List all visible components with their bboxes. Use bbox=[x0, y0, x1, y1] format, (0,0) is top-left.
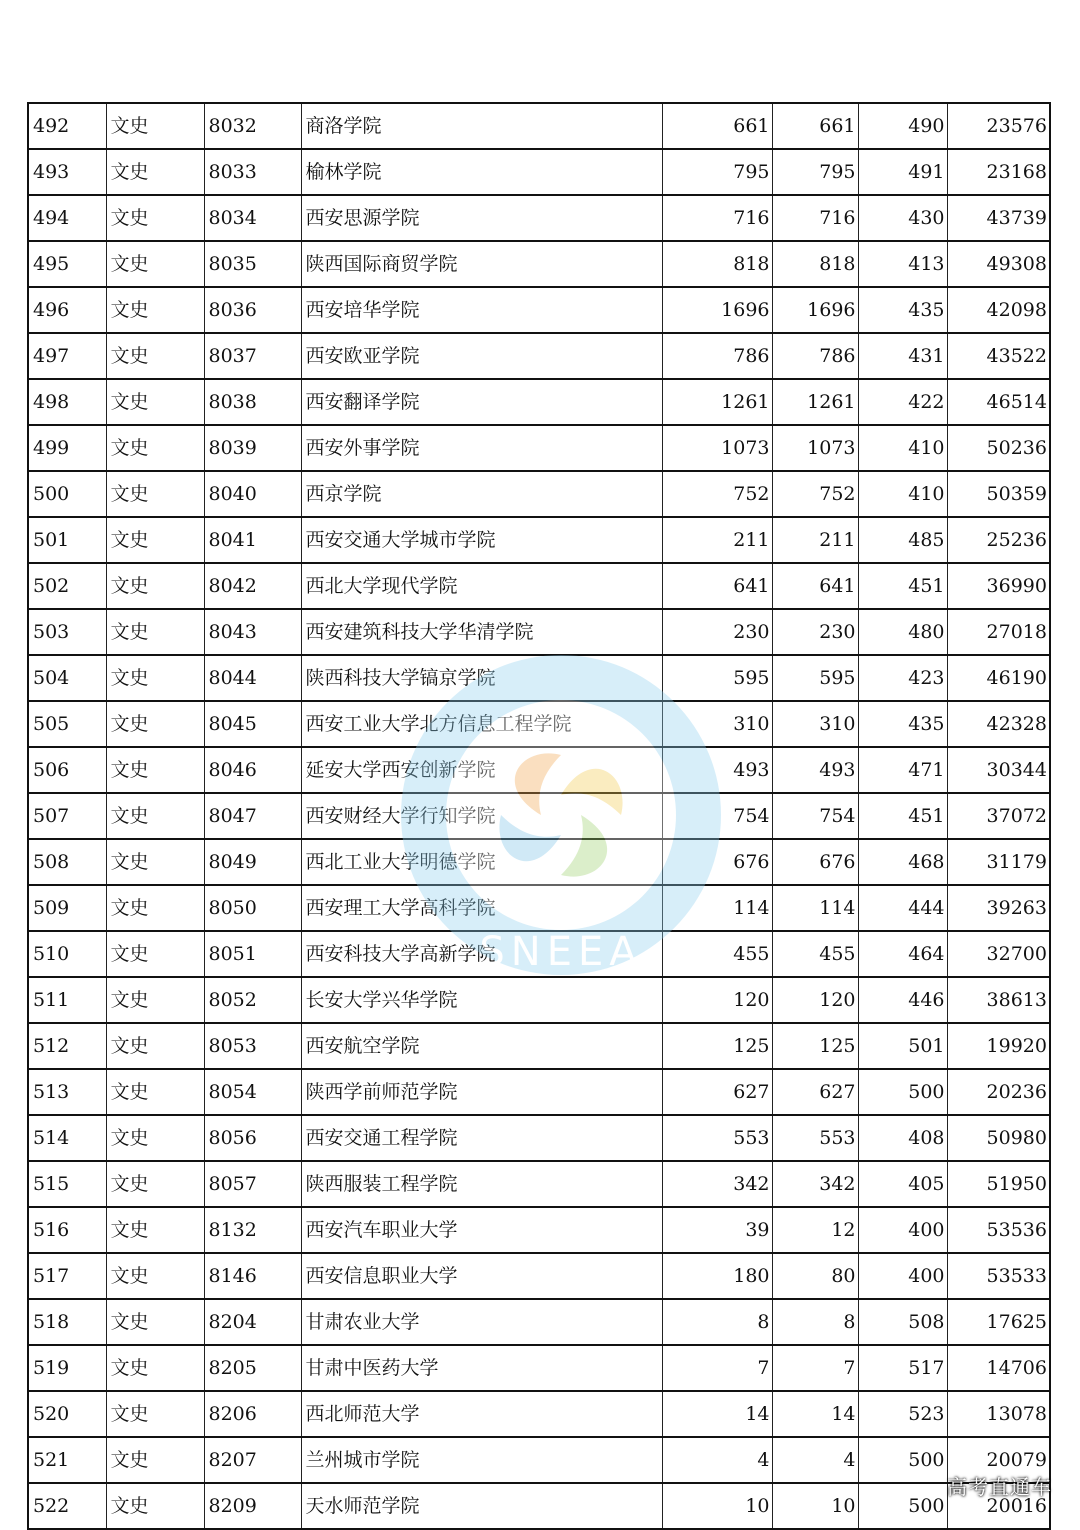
watermark-label: SNEEA bbox=[479, 929, 643, 975]
cell-plan: 310 bbox=[662, 701, 772, 747]
cell-plan: 14 bbox=[662, 1391, 772, 1437]
cell-category: 文史 bbox=[106, 1299, 204, 1345]
cell-min-score: 490 bbox=[858, 103, 947, 149]
cell-category: 文史 bbox=[106, 287, 204, 333]
cell-enrolled: 455 bbox=[772, 931, 858, 977]
cell-code: 8049 bbox=[204, 839, 301, 885]
cell-min-rank: 13078 bbox=[947, 1391, 1050, 1437]
cell-code: 8044 bbox=[204, 655, 301, 701]
cell-enrolled: 1261 bbox=[772, 379, 858, 425]
cell-index: 513 bbox=[28, 1069, 106, 1115]
cell-enrolled: 795 bbox=[772, 149, 858, 195]
cell-plan: 676 bbox=[662, 839, 772, 885]
cell-min-score: 408 bbox=[858, 1115, 947, 1161]
table-row bbox=[28, 1115, 1050, 1161]
cell-enrolled: 641 bbox=[772, 563, 858, 609]
cell-min-score: 517 bbox=[858, 1345, 947, 1391]
table-row bbox=[28, 1161, 1050, 1207]
cell-institution: 陕西国际商贸学院 bbox=[301, 241, 662, 287]
cell-code: 8057 bbox=[204, 1161, 301, 1207]
cell-min-rank: 30344 bbox=[947, 747, 1050, 793]
cell-institution: 西北大学现代学院 bbox=[301, 563, 662, 609]
cell-institution: 长安大学兴华学院 bbox=[301, 977, 662, 1023]
table-row bbox=[28, 1207, 1050, 1253]
cell-enrolled: 342 bbox=[772, 1161, 858, 1207]
cell-category: 文史 bbox=[106, 333, 204, 379]
cell-enrolled: 1696 bbox=[772, 287, 858, 333]
cell-min-rank: 20016 bbox=[947, 1483, 1050, 1529]
cell-index: 500 bbox=[28, 471, 106, 517]
cell-institution: 西安外事学院 bbox=[301, 425, 662, 471]
cell-category: 文史 bbox=[106, 379, 204, 425]
cell-min-rank: 36990 bbox=[947, 563, 1050, 609]
cell-plan: 795 bbox=[662, 149, 772, 195]
cell-min-rank: 14706 bbox=[947, 1345, 1050, 1391]
table-row bbox=[28, 149, 1050, 195]
cell-min-score: 500 bbox=[858, 1437, 947, 1483]
cell-min-rank: 46190 bbox=[947, 655, 1050, 701]
cell-min-rank: 51950 bbox=[947, 1161, 1050, 1207]
cell-institution: 甘肃农业大学 bbox=[301, 1299, 662, 1345]
cell-plan: 8 bbox=[662, 1299, 772, 1345]
cell-enrolled: 553 bbox=[772, 1115, 858, 1161]
table-row bbox=[28, 839, 1050, 885]
cell-enrolled: 12 bbox=[772, 1207, 858, 1253]
cell-category: 文史 bbox=[106, 885, 204, 931]
cell-code: 8040 bbox=[204, 471, 301, 517]
cell-min-rank: 53536 bbox=[947, 1207, 1050, 1253]
cell-code: 8042 bbox=[204, 563, 301, 609]
cell-min-score: 430 bbox=[858, 195, 947, 241]
table-row bbox=[28, 103, 1050, 149]
cell-code: 8039 bbox=[204, 425, 301, 471]
cell-category: 文史 bbox=[106, 517, 204, 563]
cell-index: 505 bbox=[28, 701, 106, 747]
cell-plan: 818 bbox=[662, 241, 772, 287]
cell-min-rank: 53533 bbox=[947, 1253, 1050, 1299]
cell-code: 8045 bbox=[204, 701, 301, 747]
cell-code: 8050 bbox=[204, 885, 301, 931]
cell-min-score: 423 bbox=[858, 655, 947, 701]
corner-watermark-text: 高考直通车 bbox=[947, 1475, 1052, 1499]
cell-plan: 120 bbox=[662, 977, 772, 1023]
cell-institution: 陕西学前师范学院 bbox=[301, 1069, 662, 1115]
cell-plan: 4 bbox=[662, 1437, 772, 1483]
cell-min-score: 471 bbox=[858, 747, 947, 793]
cell-category: 文史 bbox=[106, 149, 204, 195]
table-row bbox=[28, 517, 1050, 563]
cell-index: 502 bbox=[28, 563, 106, 609]
cell-category: 文史 bbox=[106, 793, 204, 839]
cell-index: 514 bbox=[28, 1115, 106, 1161]
cell-institution: 西北师范大学 bbox=[301, 1391, 662, 1437]
cell-code: 8053 bbox=[204, 1023, 301, 1069]
cell-min-rank: 37072 bbox=[947, 793, 1050, 839]
cell-min-score: 500 bbox=[858, 1483, 947, 1529]
cell-index: 496 bbox=[28, 287, 106, 333]
cell-enrolled: 661 bbox=[772, 103, 858, 149]
cell-min-rank: 17625 bbox=[947, 1299, 1050, 1345]
cell-institution: 西京学院 bbox=[301, 471, 662, 517]
cell-institution: 兰州城市学院 bbox=[301, 1437, 662, 1483]
cell-min-rank: 27018 bbox=[947, 609, 1050, 655]
cell-min-rank: 50236 bbox=[947, 425, 1050, 471]
cell-plan: 7 bbox=[662, 1345, 772, 1391]
cell-index: 495 bbox=[28, 241, 106, 287]
cell-index: 501 bbox=[28, 517, 106, 563]
cell-code: 8209 bbox=[204, 1483, 301, 1529]
cell-min-rank: 20236 bbox=[947, 1069, 1050, 1115]
cell-category: 文史 bbox=[106, 103, 204, 149]
cell-category: 文史 bbox=[106, 425, 204, 471]
cell-min-rank: 49308 bbox=[947, 241, 1050, 287]
cell-enrolled: 10 bbox=[772, 1483, 858, 1529]
cell-index: 504 bbox=[28, 655, 106, 701]
cell-institution: 天水师范学院 bbox=[301, 1483, 662, 1529]
cell-plan: 114 bbox=[662, 885, 772, 931]
cell-category: 文史 bbox=[106, 747, 204, 793]
cell-category: 文史 bbox=[106, 1023, 204, 1069]
table-row bbox=[28, 931, 1050, 977]
cell-index: 507 bbox=[28, 793, 106, 839]
table-row bbox=[28, 977, 1050, 1023]
cell-min-score: 501 bbox=[858, 1023, 947, 1069]
cell-min-score: 523 bbox=[858, 1391, 947, 1437]
cell-enrolled: 676 bbox=[772, 839, 858, 885]
table-row bbox=[28, 195, 1050, 241]
cell-code: 8054 bbox=[204, 1069, 301, 1115]
table-row bbox=[28, 471, 1050, 517]
cell-institution: 西安信息职业大学 bbox=[301, 1253, 662, 1299]
table-row bbox=[28, 379, 1050, 425]
cell-plan: 180 bbox=[662, 1253, 772, 1299]
cell-code: 8032 bbox=[204, 103, 301, 149]
cell-institution: 西安交通大学城市学院 bbox=[301, 517, 662, 563]
cell-min-rank: 39263 bbox=[947, 885, 1050, 931]
cell-category: 文史 bbox=[106, 241, 204, 287]
cell-code: 8041 bbox=[204, 517, 301, 563]
cell-plan: 1261 bbox=[662, 379, 772, 425]
cell-plan: 125 bbox=[662, 1023, 772, 1069]
cell-enrolled: 627 bbox=[772, 1069, 858, 1115]
table-row bbox=[28, 655, 1050, 701]
table-row bbox=[28, 1391, 1050, 1437]
cell-enrolled: 310 bbox=[772, 701, 858, 747]
cell-min-score: 435 bbox=[858, 287, 947, 333]
cell-index: 515 bbox=[28, 1161, 106, 1207]
cell-category: 文史 bbox=[106, 839, 204, 885]
cell-enrolled: 125 bbox=[772, 1023, 858, 1069]
cell-min-score: 400 bbox=[858, 1253, 947, 1299]
cell-min-score: 446 bbox=[858, 977, 947, 1023]
cell-institution: 西安理工大学高科学院 bbox=[301, 885, 662, 931]
cell-enrolled: 120 bbox=[772, 977, 858, 1023]
cell-min-score: 451 bbox=[858, 793, 947, 839]
cell-institution: 西北工业大学明德学院 bbox=[301, 839, 662, 885]
cell-enrolled: 716 bbox=[772, 195, 858, 241]
table-row bbox=[28, 1253, 1050, 1299]
cell-min-rank: 23168 bbox=[947, 149, 1050, 195]
cell-code: 8034 bbox=[204, 195, 301, 241]
cell-plan: 754 bbox=[662, 793, 772, 839]
cell-min-rank: 50980 bbox=[947, 1115, 1050, 1161]
cell-index: 503 bbox=[28, 609, 106, 655]
cell-category: 文史 bbox=[106, 609, 204, 655]
cell-enrolled: 818 bbox=[772, 241, 858, 287]
cell-code: 8036 bbox=[204, 287, 301, 333]
cell-min-rank: 50359 bbox=[947, 471, 1050, 517]
cell-index: 516 bbox=[28, 1207, 106, 1253]
table-row bbox=[28, 1069, 1050, 1115]
cell-category: 文史 bbox=[106, 701, 204, 747]
table-row bbox=[28, 885, 1050, 931]
cell-enrolled: 8 bbox=[772, 1299, 858, 1345]
table-row bbox=[28, 793, 1050, 839]
cell-min-score: 468 bbox=[858, 839, 947, 885]
cell-enrolled: 754 bbox=[772, 793, 858, 839]
cell-min-score: 422 bbox=[858, 379, 947, 425]
table-row bbox=[28, 287, 1050, 333]
cell-min-rank: 32700 bbox=[947, 931, 1050, 977]
cell-institution: 西安欧亚学院 bbox=[301, 333, 662, 379]
cell-min-score: 410 bbox=[858, 425, 947, 471]
table-row bbox=[28, 333, 1050, 379]
cell-code: 8035 bbox=[204, 241, 301, 287]
cell-code: 8204 bbox=[204, 1299, 301, 1345]
cell-index: 508 bbox=[28, 839, 106, 885]
cell-min-score: 431 bbox=[858, 333, 947, 379]
cell-min-rank: 20079 bbox=[947, 1437, 1050, 1483]
cell-plan: 595 bbox=[662, 655, 772, 701]
table-row bbox=[28, 609, 1050, 655]
cell-category: 文史 bbox=[106, 977, 204, 1023]
cell-plan: 10 bbox=[662, 1483, 772, 1529]
cell-plan: 627 bbox=[662, 1069, 772, 1115]
cell-plan: 786 bbox=[662, 333, 772, 379]
cell-min-score: 464 bbox=[858, 931, 947, 977]
cell-institution: 陕西科技大学镐京学院 bbox=[301, 655, 662, 701]
cell-institution: 陕西服装工程学院 bbox=[301, 1161, 662, 1207]
cell-plan: 1073 bbox=[662, 425, 772, 471]
cell-plan: 661 bbox=[662, 103, 772, 149]
cell-min-rank: 43522 bbox=[947, 333, 1050, 379]
cell-min-score: 491 bbox=[858, 149, 947, 195]
cell-code: 8046 bbox=[204, 747, 301, 793]
cell-index: 494 bbox=[28, 195, 106, 241]
cell-index: 521 bbox=[28, 1437, 106, 1483]
cell-enrolled: 493 bbox=[772, 747, 858, 793]
cell-index: 519 bbox=[28, 1345, 106, 1391]
cell-plan: 752 bbox=[662, 471, 772, 517]
table-row bbox=[28, 241, 1050, 287]
cell-index: 520 bbox=[28, 1391, 106, 1437]
table-row bbox=[28, 701, 1050, 747]
cell-enrolled: 211 bbox=[772, 517, 858, 563]
cell-index: 510 bbox=[28, 931, 106, 977]
cell-index: 518 bbox=[28, 1299, 106, 1345]
cell-institution: 西安航空学院 bbox=[301, 1023, 662, 1069]
cell-min-score: 400 bbox=[858, 1207, 947, 1253]
cell-institution: 西安培华学院 bbox=[301, 287, 662, 333]
cell-min-rank: 25236 bbox=[947, 517, 1050, 563]
cell-institution: 西安建筑科技大学华清学院 bbox=[301, 609, 662, 655]
cell-enrolled: 1073 bbox=[772, 425, 858, 471]
cell-min-score: 508 bbox=[858, 1299, 947, 1345]
cell-index: 499 bbox=[28, 425, 106, 471]
cell-category: 文史 bbox=[106, 471, 204, 517]
cell-enrolled: 14 bbox=[772, 1391, 858, 1437]
table-row bbox=[28, 1483, 1050, 1529]
cell-institution: 西安科技大学高新学院 bbox=[301, 931, 662, 977]
cell-enrolled: 752 bbox=[772, 471, 858, 517]
cell-enrolled: 230 bbox=[772, 609, 858, 655]
cell-plan: 455 bbox=[662, 931, 772, 977]
cell-institution: 西安财经大学行知学院 bbox=[301, 793, 662, 839]
cell-category: 文史 bbox=[106, 1161, 204, 1207]
cell-institution: 商洛学院 bbox=[301, 103, 662, 149]
table-row bbox=[28, 425, 1050, 471]
cell-min-rank: 43739 bbox=[947, 195, 1050, 241]
cell-code: 8038 bbox=[204, 379, 301, 425]
cell-category: 文史 bbox=[106, 563, 204, 609]
cell-code: 8056 bbox=[204, 1115, 301, 1161]
cell-category: 文史 bbox=[106, 195, 204, 241]
cell-min-score: 485 bbox=[858, 517, 947, 563]
cell-institution: 西安交通工程学院 bbox=[301, 1115, 662, 1161]
cell-min-score: 410 bbox=[858, 471, 947, 517]
cell-min-score: 500 bbox=[858, 1069, 947, 1115]
cell-enrolled: 7 bbox=[772, 1345, 858, 1391]
cell-category: 文史 bbox=[106, 1253, 204, 1299]
cell-enrolled: 786 bbox=[772, 333, 858, 379]
cell-category: 文史 bbox=[106, 1207, 204, 1253]
table-row bbox=[28, 563, 1050, 609]
cell-code: 8205 bbox=[204, 1345, 301, 1391]
cell-min-rank: 31179 bbox=[947, 839, 1050, 885]
table-row bbox=[28, 1345, 1050, 1391]
table-row bbox=[28, 1299, 1050, 1345]
cell-plan: 553 bbox=[662, 1115, 772, 1161]
cell-min-score: 435 bbox=[858, 701, 947, 747]
cell-min-score: 405 bbox=[858, 1161, 947, 1207]
cell-institution: 甘肃中医药大学 bbox=[301, 1345, 662, 1391]
cell-index: 522 bbox=[28, 1483, 106, 1529]
table-row bbox=[28, 1437, 1050, 1483]
cell-min-score: 480 bbox=[858, 609, 947, 655]
cell-institution: 延安大学西安创新学院 bbox=[301, 747, 662, 793]
admission-table bbox=[27, 102, 1051, 1530]
cell-index: 517 bbox=[28, 1253, 106, 1299]
cell-plan: 230 bbox=[662, 609, 772, 655]
cell-institution: 西安翻译学院 bbox=[301, 379, 662, 425]
cell-category: 文史 bbox=[106, 1069, 204, 1115]
cell-index: 512 bbox=[28, 1023, 106, 1069]
cell-index: 498 bbox=[28, 379, 106, 425]
cell-plan: 211 bbox=[662, 517, 772, 563]
cell-category: 文史 bbox=[106, 1437, 204, 1483]
cell-category: 文史 bbox=[106, 931, 204, 977]
cell-plan: 1696 bbox=[662, 287, 772, 333]
cell-plan: 493 bbox=[662, 747, 772, 793]
cell-index: 497 bbox=[28, 333, 106, 379]
cell-min-rank: 42098 bbox=[947, 287, 1050, 333]
cell-enrolled: 80 bbox=[772, 1253, 858, 1299]
cell-code: 8146 bbox=[204, 1253, 301, 1299]
cell-enrolled: 595 bbox=[772, 655, 858, 701]
cell-plan: 641 bbox=[662, 563, 772, 609]
cell-min-rank: 46514 bbox=[947, 379, 1050, 425]
cell-min-score: 444 bbox=[858, 885, 947, 931]
cell-index: 492 bbox=[28, 103, 106, 149]
cell-enrolled: 114 bbox=[772, 885, 858, 931]
cell-min-rank: 38613 bbox=[947, 977, 1050, 1023]
cell-min-score: 413 bbox=[858, 241, 947, 287]
cell-institution: 西安工业大学北方信息工程学院 bbox=[301, 701, 662, 747]
cell-category: 文史 bbox=[106, 655, 204, 701]
cell-category: 文史 bbox=[106, 1115, 204, 1161]
cell-enrolled: 4 bbox=[772, 1437, 858, 1483]
cell-plan: 342 bbox=[662, 1161, 772, 1207]
cell-plan: 716 bbox=[662, 195, 772, 241]
table-row bbox=[28, 1023, 1050, 1069]
cell-code: 8207 bbox=[204, 1437, 301, 1483]
table-row bbox=[28, 747, 1050, 793]
cell-code: 8206 bbox=[204, 1391, 301, 1437]
cell-code: 8043 bbox=[204, 609, 301, 655]
cell-category: 文史 bbox=[106, 1483, 204, 1529]
cell-institution: 榆林学院 bbox=[301, 149, 662, 195]
cell-plan: 39 bbox=[662, 1207, 772, 1253]
cell-code: 8033 bbox=[204, 149, 301, 195]
cell-min-rank: 23576 bbox=[947, 103, 1050, 149]
cell-index: 511 bbox=[28, 977, 106, 1023]
cell-index: 509 bbox=[28, 885, 106, 931]
cell-code: 8047 bbox=[204, 793, 301, 839]
cell-code: 8132 bbox=[204, 1207, 301, 1253]
cell-min-rank: 19920 bbox=[947, 1023, 1050, 1069]
cell-index: 506 bbox=[28, 747, 106, 793]
cell-code: 8051 bbox=[204, 931, 301, 977]
cell-institution: 西安汽车职业大学 bbox=[301, 1207, 662, 1253]
cell-min-rank: 42328 bbox=[947, 701, 1050, 747]
cell-code: 8052 bbox=[204, 977, 301, 1023]
table-body bbox=[28, 103, 1050, 1529]
cell-index: 493 bbox=[28, 149, 106, 195]
cell-category: 文史 bbox=[106, 1345, 204, 1391]
admission-table-container bbox=[27, 102, 1049, 1530]
cell-category: 文史 bbox=[106, 1391, 204, 1437]
cell-institution: 西安思源学院 bbox=[301, 195, 662, 241]
cell-code: 8037 bbox=[204, 333, 301, 379]
cell-min-score: 451 bbox=[858, 563, 947, 609]
